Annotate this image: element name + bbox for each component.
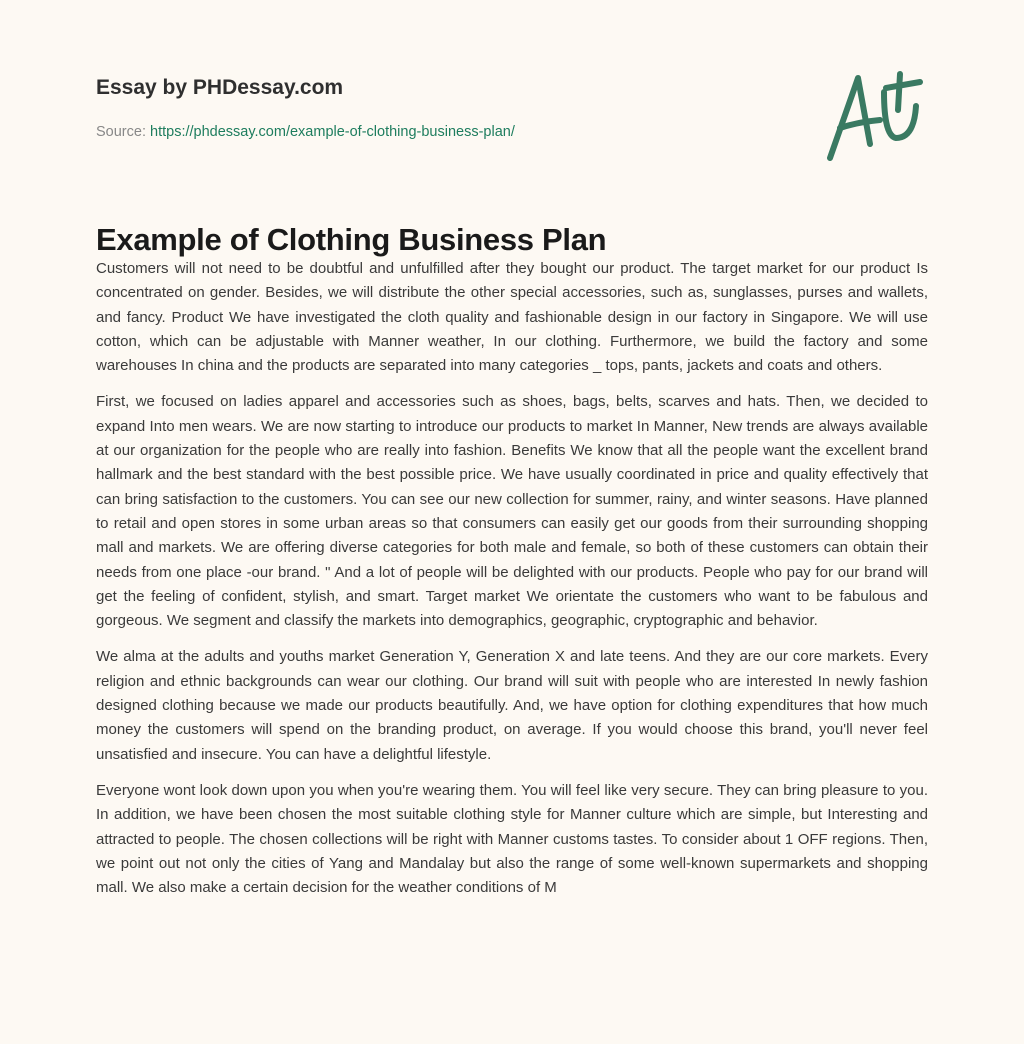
a-plus-logo-icon: [818, 66, 938, 166]
source-label: Source:: [96, 124, 146, 140]
paragraph: We alma at the adults and youths market Generation Y, Generation X and late teens. And they are our core markets. Every religion and ethnic backgrounds can wear our clothing. Our brand will suit with people who are interested In newly fashion designed clothing because we made our products beautifully. And, we have option for clothing expenditures that how much money the customers will spend on the branding product, on average. If you would choose this brand, you'll never feel unsatisfied and insecure. You can have a delightful lifestyle.: [96, 648, 928, 763]
paragraph: Customers will not need to be doubtful and unfulfilled after they bought our product. The target market for our product Is concentrated on gender. Besides, we will distribute the other special accessories, such as, sunglasses, purses and wallets, and fancy. Product We have investigated the cloth quality and fashionable design in our factory in Singapore. We will use cotton, which can be adjustable with Manner weather, In our clothing. Furthermore, we build the factory and some warehouses In china and the products are separated into many categories _ tops, pants, jackets and coats and others.: [96, 260, 928, 375]
paragraph: First, we focused on ladies apparel and accessories such as shoes, bags, belts, scarves and hats. Then, we decided to expand Into men wears. We are now starting to introduce our products to market In Manner, New trends are always available at our organization for the people who are really into fashion. Benefits We know that all the people want the excellent brand hallmark and the best standard with the best possible price. We have usually coordinated in price and quality effectively that can bring satisfaction to the customers. You can see our new collection for summer, rainy, and winter seasons. Have planned to retail and open stores in some urban areas so that consumers can easily get our goods from their surrounding shopping mall and markets. We are offering diverse categories for both male and female, so both of these customers can obtain their needs from one place -our brand. " And a lot of people will be delighted with our products. People who pay for our brand will get the feeling of confident, stylish, and smart. Target market We orientate the customers who want to be fabulous and gorgeous. We segment and classify the markets into demographics, geographic, cryptographic and behavior.: [96, 393, 928, 630]
source-line: [96, 124, 515, 140]
source-link[interactable]: https://phdessay.com/example-of-clothing-business-plan/: [150, 124, 515, 140]
site-brand: Essay by PHDessay.com: [96, 76, 344, 99]
paragraph: Everyone wont look down upon you when you're wearing them. You will feel like very secure. They can bring pleasure to you. In addition, we have been chosen the most suitable clothing style for Manner culture which are simple, but Interesting and attracted to people. The chosen collections will be right with Manner customs tastes. To consider about 1 OFF regions. Then, we point out not only the cities of Yang and Mandalay but also the range of some well-known supermarkets and shopping mall. We also make a certain decision for the weather conditions of M: [96, 781, 928, 897]
page-title: Example of Clothing Business Plan: [96, 222, 607, 257]
essay-body: [96, 257, 928, 912]
